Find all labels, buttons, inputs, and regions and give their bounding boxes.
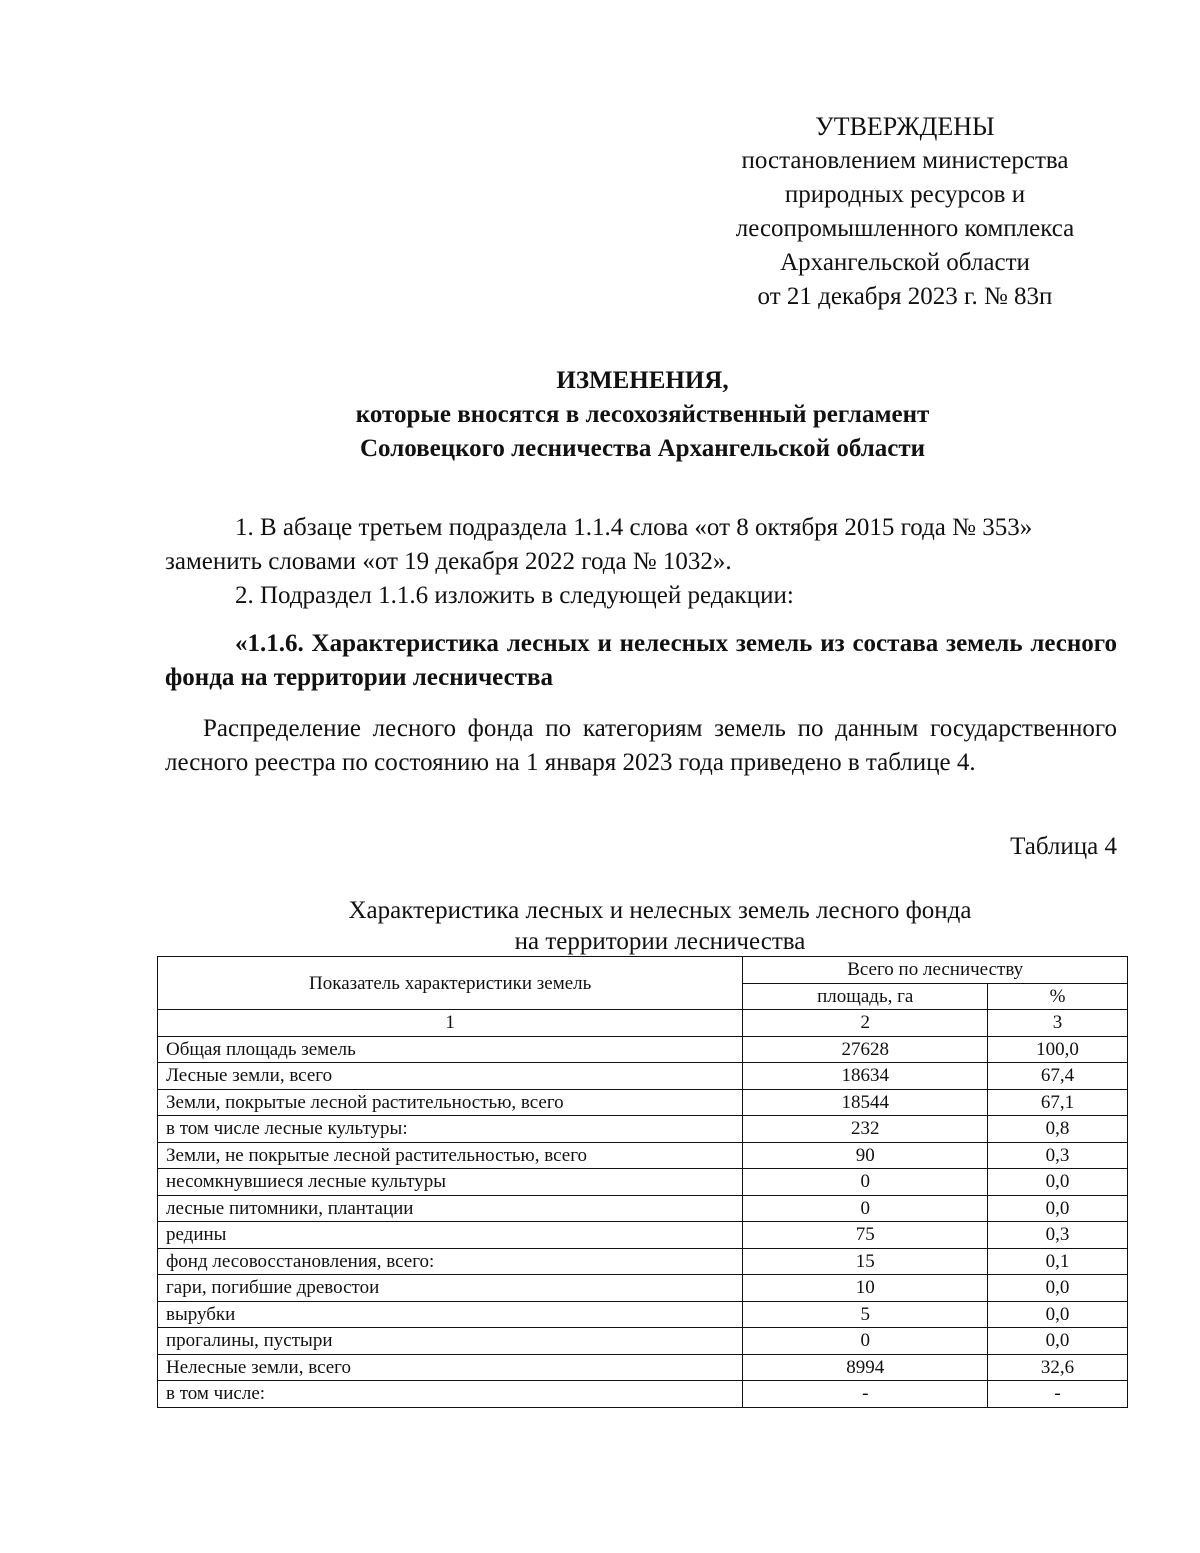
row-area-value: 18634 bbox=[743, 1063, 988, 1090]
table-row bbox=[158, 1142, 1128, 1169]
row-area-value: 18544 bbox=[743, 1089, 988, 1116]
row-percent-value: 0,1 bbox=[988, 1248, 1128, 1275]
row-area-value: 75 bbox=[743, 1222, 988, 1249]
row-label: Общая площадь земель bbox=[158, 1036, 743, 1063]
table-column-numbers-row bbox=[158, 1010, 1128, 1037]
row-label: Земли, не покрытые лесной растительностью, всего bbox=[158, 1142, 743, 1169]
row-area-value: 0 bbox=[743, 1195, 988, 1222]
table-row bbox=[158, 1248, 1128, 1275]
approval-line: природных ресурсов и bbox=[784, 181, 1026, 208]
paragraph-2: 2. Подраздел 1.1.6 изложить в следующей редакции: bbox=[235, 582, 794, 609]
table-row bbox=[158, 1328, 1128, 1355]
row-label: Нелесные земли, всего bbox=[158, 1354, 743, 1381]
table-row bbox=[158, 1169, 1128, 1196]
title-line: ИЗМЕНЕНИЯ, bbox=[556, 367, 729, 394]
row-percent-value: 0,0 bbox=[988, 1195, 1128, 1222]
row-label: фонд лесовосстановления, всего: bbox=[158, 1248, 743, 1275]
row-area-value: 15 bbox=[743, 1248, 988, 1275]
row-percent-value: 0,0 bbox=[988, 1169, 1128, 1196]
column-number: 1 bbox=[158, 1010, 743, 1037]
table-row bbox=[158, 1089, 1128, 1116]
header-area: площадь, га bbox=[743, 983, 988, 1010]
table-row bbox=[158, 1354, 1128, 1381]
approval-stamp bbox=[700, 110, 1110, 314]
row-label: вырубки bbox=[158, 1301, 743, 1328]
row-percent-value: 0,0 bbox=[988, 1301, 1128, 1328]
row-area-value: - bbox=[743, 1381, 988, 1408]
row-percent-value: 0,0 bbox=[988, 1328, 1128, 1355]
approval-line: лесопромышленного комплекса bbox=[735, 215, 1075, 242]
paragraph-1: 1. В абзаце третьем подраздела 1.1.4 слова «от 8 октября 2015 года № 353» заменить словами «от 19 декабря 2022 года № 1032». bbox=[165, 514, 1033, 575]
header-group: Всего по лесничеству bbox=[743, 957, 1128, 984]
column-number: 3 bbox=[988, 1010, 1128, 1037]
row-percent-value: 67,4 bbox=[988, 1063, 1128, 1090]
row-percent-value: 0,3 bbox=[988, 1142, 1128, 1169]
table-row bbox=[158, 1222, 1128, 1249]
row-area-value: 0 bbox=[743, 1328, 988, 1355]
row-percent-value: - bbox=[988, 1381, 1128, 1408]
header-indicator: Показатель характеристики земель bbox=[158, 957, 743, 1010]
row-label: в том числе лесные культуры: bbox=[158, 1116, 743, 1143]
approved-heading: УТВЕРЖДЕНЫ bbox=[815, 112, 995, 141]
caption-line: на территории лесничества bbox=[514, 928, 806, 955]
approval-line: постановлением министерства bbox=[741, 147, 1069, 174]
row-area-value: 0 bbox=[743, 1169, 988, 1196]
caption-line: Характеристика лесных и нелесных земель лесного фонда bbox=[348, 897, 972, 924]
title-line: Соловецкого лесничества Архангельской области bbox=[359, 435, 926, 462]
column-number: 2 bbox=[743, 1010, 988, 1037]
table-caption bbox=[165, 895, 1155, 957]
row-area-value: 8994 bbox=[743, 1354, 988, 1381]
section-heading: «1.1.6. Характеристика лесных и нелесных земель из состава земель лесного фонда на территории лесничества bbox=[165, 630, 1117, 691]
approval-line: Архангельской области bbox=[780, 249, 1030, 276]
table-row bbox=[158, 1195, 1128, 1222]
row-percent-value: 0,3 bbox=[988, 1222, 1128, 1249]
row-label: прогалины, пустыри bbox=[158, 1328, 743, 1355]
row-area-value: 27628 bbox=[743, 1036, 988, 1063]
row-label: лесные питомники, плантации bbox=[158, 1195, 743, 1222]
row-label: Лесные земли, всего bbox=[158, 1063, 743, 1090]
header-percent: % bbox=[988, 983, 1128, 1010]
row-percent-value: 100,0 bbox=[988, 1036, 1128, 1063]
row-area-value: 5 bbox=[743, 1301, 988, 1328]
row-area-value: 232 bbox=[743, 1116, 988, 1143]
document-title bbox=[165, 364, 1120, 466]
row-label: редины bbox=[158, 1222, 743, 1249]
row-label: гари, погибшие древостои bbox=[158, 1275, 743, 1302]
row-label: Земли, покрытые лесной растительностью, всего bbox=[158, 1089, 743, 1116]
table-header-row bbox=[158, 957, 1128, 984]
row-percent-value: 0,0 bbox=[988, 1275, 1128, 1302]
paragraph-3: Распределение лесного фонда по категориям земель по данным государственного лесного реестра по состоянию на 1 января 2023 года приведено в таблице 4. bbox=[165, 715, 1117, 776]
table-row bbox=[158, 1116, 1128, 1143]
title-line: которые вносятся в лесохозяйственный регламент bbox=[355, 401, 930, 428]
row-area-value: 10 bbox=[743, 1275, 988, 1302]
row-area-value: 90 bbox=[743, 1142, 988, 1169]
approval-date: от 21 декабря 2023 г. № 83п bbox=[757, 283, 1053, 310]
row-label: в том числе: bbox=[158, 1381, 743, 1408]
table-row bbox=[158, 1381, 1128, 1408]
table-row bbox=[158, 1036, 1128, 1063]
row-percent-value: 67,1 bbox=[988, 1089, 1128, 1116]
row-percent-value: 0,8 bbox=[988, 1116, 1128, 1143]
table-row bbox=[158, 1063, 1128, 1090]
row-percent-value: 32,6 bbox=[988, 1354, 1128, 1381]
table-label: Таблица 4 bbox=[1010, 833, 1117, 860]
row-label: несомкнувшиеся лесные культуры bbox=[158, 1169, 743, 1196]
land-table bbox=[157, 956, 1128, 1408]
table-row bbox=[158, 1301, 1128, 1328]
table-row bbox=[158, 1275, 1128, 1302]
